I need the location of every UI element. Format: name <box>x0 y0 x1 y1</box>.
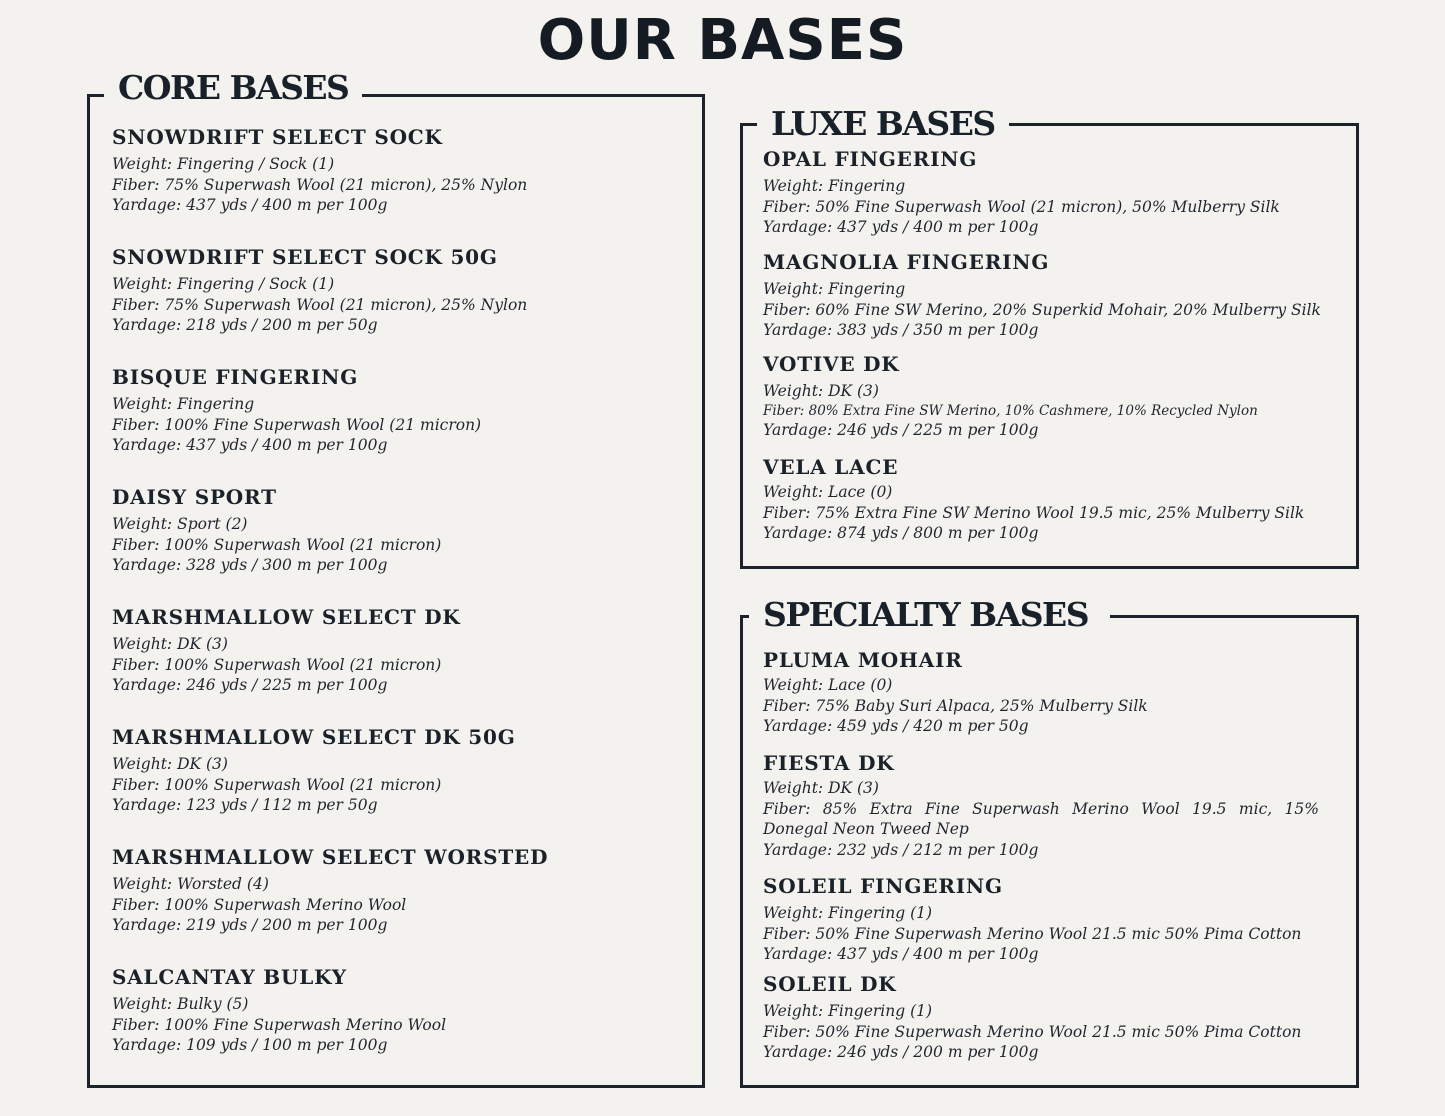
base-item-bisque-fingering <box>112 364 481 456</box>
base-yardage: Yardage: 383 yds / 350 m per 100g <box>763 321 1039 339</box>
base-item-fiesta-dk <box>763 750 1319 860</box>
base-weight: Weight: DK (3) <box>112 635 228 653</box>
base-yardage: Yardage: 874 yds / 800 m per 100g <box>763 524 1039 542</box>
base-yardage: Yardage: 232 yds / 212 m per 100g <box>763 840 1039 859</box>
base-yardage: Yardage: 219 yds / 200 m per 100g <box>112 916 388 934</box>
base-fiber: Fiber: 100% Superwash Wool (21 micron) <box>112 655 442 674</box>
base-weight: Weight: Worsted (4) <box>112 875 269 893</box>
base-fiber: Fiber: 75% Superwash Wool (21 micron), 25% Nylon <box>112 175 528 194</box>
base-item-marshmallow-select-dk-50g <box>112 724 516 816</box>
base-item-opal-fingering <box>763 146 1280 238</box>
base-weight: Weight: DK (3) <box>763 779 879 797</box>
base-fiber: Fiber: 60% Fine SW Merino, 20% Superkid Mohair, 20% Mulberry Silk <box>763 300 1321 319</box>
base-yardage: Yardage: 437 yds / 400 m per 100g <box>112 196 388 214</box>
base-item-soleil-dk <box>763 971 1301 1063</box>
base-name: PLUMA MOHAIR <box>763 648 963 672</box>
base-fiber: Fiber: 100% Fine Superwash Wool (21 micron) <box>112 415 482 434</box>
base-weight: Weight: DK (3) <box>112 755 228 773</box>
core-bases-heading: CORE BASES <box>104 68 362 108</box>
base-yardage: Yardage: 437 yds / 400 m per 100g <box>763 218 1039 236</box>
base-yardage: Yardage: 246 yds / 200 m per 100g <box>763 1043 1039 1061</box>
base-name: VELA LACE <box>763 455 899 479</box>
base-yardage: Yardage: 123 yds / 112 m per 50g <box>112 796 378 814</box>
base-name: OPAL FINGERING <box>763 147 978 171</box>
base-name: VOTIVE DK <box>763 352 900 376</box>
luxe-bases-heading: LUXE BASES <box>757 104 1009 144</box>
base-yardage: Yardage: 246 yds / 225 m per 100g <box>763 420 1039 439</box>
base-fiber: Fiber: 100% Superwash Merino Wool <box>112 895 407 914</box>
base-fiber: Fiber: 80% Extra Fine SW Merino, 10% Cashmere, 10% Recycled Nylon <box>763 402 1258 419</box>
base-item-pluma-mohair <box>763 647 1148 737</box>
base-fiber: Fiber: 100% Fine Superwash Merino Wool <box>112 1015 447 1034</box>
base-item-salcantay-bulky <box>112 964 446 1056</box>
base-fiber: Fiber: 75% Extra Fine SW Merino Wool 19.5 mic, 25% Mulberry Silk <box>763 503 1305 522</box>
base-item-daisy-sport <box>112 484 441 576</box>
base-name: SOLEIL DK <box>763 972 897 996</box>
base-weight: Weight: Sport (2) <box>112 515 248 533</box>
base-weight: Weight: Fingering (1) <box>763 904 933 922</box>
base-fiber: Fiber: 50% Fine Superwash Merino Wool 21.5 mic 50% Pima Cotton <box>763 1022 1302 1041</box>
base-weight: Weight: Lace (0) <box>763 483 893 501</box>
base-name: DAISY SPORT <box>112 485 277 509</box>
page-title: OUR BASES <box>537 8 908 73</box>
base-weight: Weight: Fingering <box>112 395 255 413</box>
base-item-marshmallow-select-dk <box>112 604 461 696</box>
base-name: SOLEIL FINGERING <box>763 874 1003 898</box>
base-name: SNOWDRIFT SELECT SOCK <box>112 125 443 149</box>
base-name: SNOWDRIFT SELECT SOCK 50G <box>112 245 498 269</box>
base-item-soleil-fingering <box>763 873 1301 965</box>
base-yardage: Yardage: 218 yds / 200 m per 50g <box>112 316 378 334</box>
base-fiber: Fiber: 75% Superwash Wool (21 micron), 25% Nylon <box>112 295 528 314</box>
base-item-votive-dk <box>763 351 1258 440</box>
base-yardage: Yardage: 437 yds / 400 m per 100g <box>112 436 388 454</box>
base-name: MARSHMALLOW SELECT DK 50G <box>112 725 516 749</box>
base-weight: Weight: Lace (0) <box>763 676 893 694</box>
base-item-snowdrift-select-sock-50g <box>112 244 527 336</box>
base-name: MARSHMALLOW SELECT WORSTED <box>112 845 549 869</box>
base-item-snowdrift-select-sock <box>112 124 527 216</box>
base-weight: Weight: Fingering / Sock (1) <box>112 155 335 173</box>
base-name: BISQUE FINGERING <box>112 365 359 389</box>
base-name: MARSHMALLOW SELECT DK <box>112 605 461 629</box>
base-weight: Weight: Fingering <box>763 280 906 298</box>
specialty-bases-heading: SPECIALTY BASES <box>749 595 1110 635</box>
base-name: MAGNOLIA FINGERING <box>763 250 1050 274</box>
base-weight: Weight: Fingering / Sock (1) <box>112 275 335 293</box>
base-fiber: Fiber: 100% Superwash Wool (21 micron) <box>112 535 442 554</box>
base-weight: Weight: Fingering <box>763 177 906 195</box>
base-item-vela-lace <box>763 454 1304 544</box>
base-name: FIESTA DK <box>763 751 895 775</box>
base-yardage: Yardage: 459 yds / 420 m per 50g <box>763 717 1029 735</box>
base-fiber: Fiber: 100% Superwash Wool (21 micron) <box>112 775 442 794</box>
base-fiber: Fiber: 50% Fine Superwash Merino Wool 21.5 mic 50% Pima Cotton <box>763 924 1302 943</box>
base-fiber: Fiber: 75% Baby Suri Alpaca, 25% Mulberry Silk <box>763 696 1148 715</box>
base-item-marshmallow-select-worsted <box>112 844 548 936</box>
base-yardage: Yardage: 437 yds / 400 m per 100g <box>763 945 1039 963</box>
base-weight: Weight: Bulky (5) <box>112 995 249 1013</box>
base-fiber: Fiber: 50% Fine Superwash Wool (21 micron), 50% Mulberry Silk <box>763 197 1280 216</box>
base-name: SALCANTAY BULKY <box>112 965 347 989</box>
base-item-magnolia-fingering <box>763 249 1321 341</box>
base-yardage: Yardage: 246 yds / 225 m per 100g <box>112 676 388 694</box>
base-yardage: Yardage: 328 yds / 300 m per 100g <box>112 556 388 574</box>
base-yardage: Yardage: 109 yds / 100 m per 100g <box>112 1036 388 1054</box>
base-weight: Weight: Fingering (1) <box>763 1002 933 1020</box>
base-weight: Weight: DK (3) <box>763 382 879 400</box>
base-fiber: Fiber: 85% Extra Fine Superwash Merino Wool 19.5 mic, 15% Donegal Neon Tweed Nep <box>763 799 1319 838</box>
